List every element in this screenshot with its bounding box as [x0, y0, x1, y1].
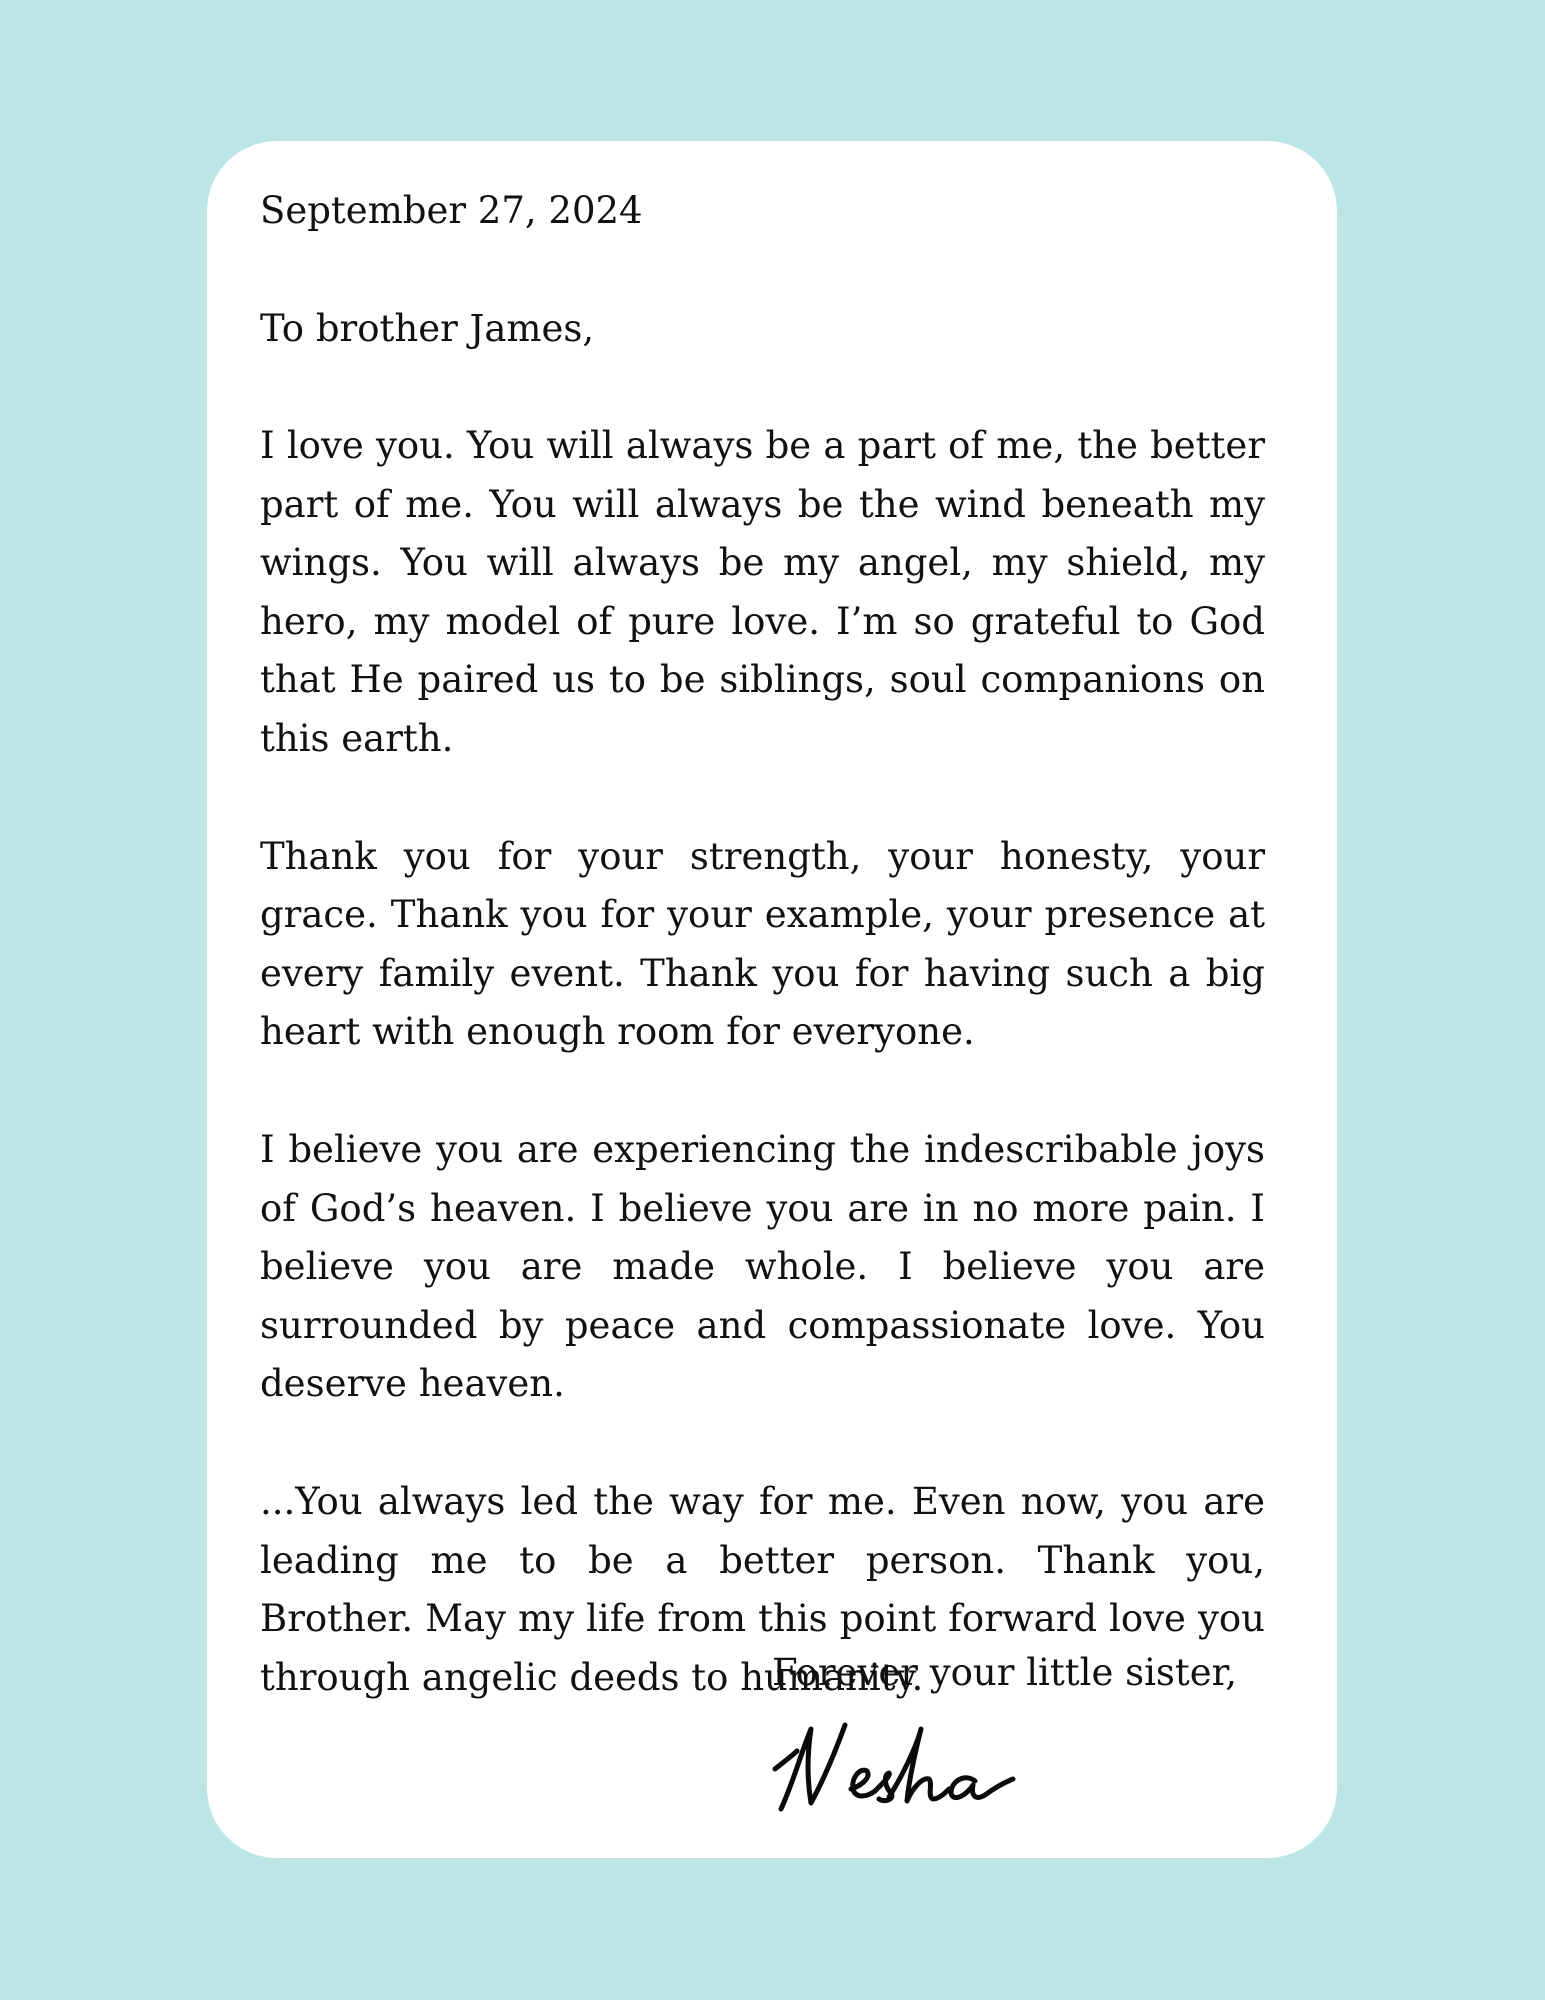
letter-date: September 27, 2024 [260, 189, 643, 232]
paragraph-2: Thank you for your strength, your honesty, your grace. Thank you for your example, your presence at every family event. Thank you for having such a big heart with enough room for everyone. [260, 834, 1265, 1054]
letter-card [207, 141, 1337, 1858]
letter-body [260, 181, 1265, 1707]
paragraph-3: I believe you are experiencing the indescribable joys of God’s heaven. I believe you are in no more pain. I believe you are made whole. I believe you are surrounded by peace and compassionate love. You deserve heaven. [260, 1127, 1265, 1406]
letter-closing: Forever your little sister, [772, 1651, 1238, 1694]
signature [767, 1711, 1027, 1821]
paragraph-4: ...You always led the way for me. Even now, you are leading me to be a better person. Thank you, Brother. May my life from this point forward love you through angelic deeds to humanity. [260, 1479, 1265, 1699]
paragraph-1: I love you. You will always be a part of me, the better part of me. You will always be the wind beneath my wings. You will always be my angel, my shield, my hero, my model of pure love. I’m so grateful to God that He paired us to be siblings, soul companions on this earth. [260, 424, 1265, 760]
letter-greeting: To brother James, [260, 307, 595, 350]
